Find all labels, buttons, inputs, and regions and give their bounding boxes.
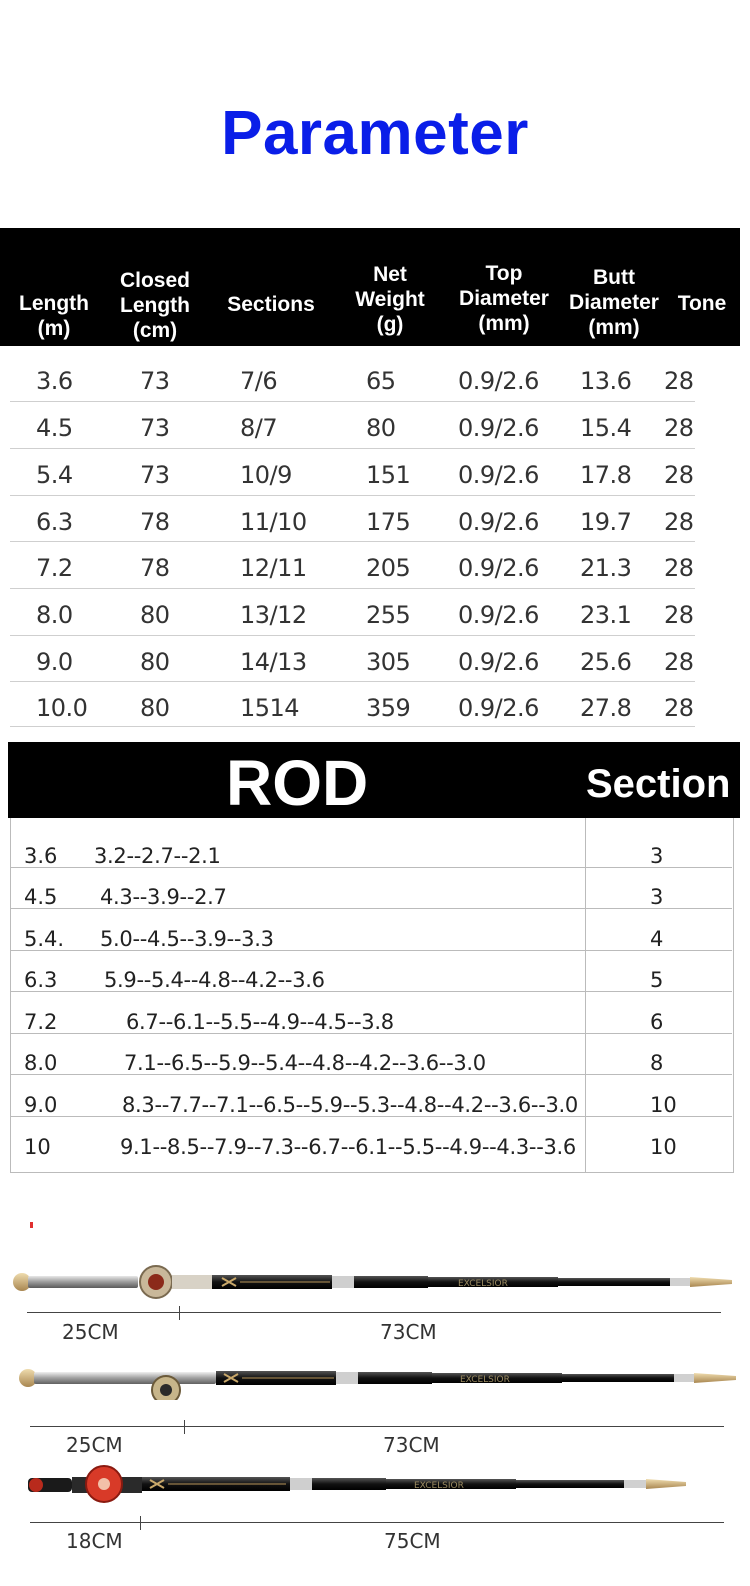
rod-section-lengths: 4.3--3.9--2.7 <box>100 885 227 909</box>
table-row <box>10 496 695 542</box>
table-row <box>10 402 695 449</box>
table-cell: 80 <box>140 694 170 722</box>
table-cell: 359 <box>366 694 411 722</box>
rod-section-lengths: 8.3--7.7--7.1--6.5--5.9--5.3--4.8--4.2--3.6--3.0 <box>122 1093 578 1117</box>
rod-illustration-3 <box>0 1464 750 1504</box>
rod-section-count: 10 <box>650 1093 677 1117</box>
table-cell: 8/7 <box>240 414 278 442</box>
measure-tick-1 <box>179 1306 180 1320</box>
table-cell: 15.4 <box>580 414 632 442</box>
header-butt-diameter: Butt Diameter (mm) <box>569 266 659 339</box>
table-cell: 175 <box>366 508 411 536</box>
rod-length: 9.0 <box>24 1093 58 1117</box>
table-cell: 0.9/2.6 <box>458 694 539 722</box>
table-cell: 1514 <box>240 694 300 722</box>
list-item <box>10 950 732 992</box>
list-item <box>10 1033 732 1075</box>
rod-illustration-2 <box>0 1360 750 1400</box>
table-cell: 12/11 <box>240 554 307 582</box>
table-cell: 9.0 <box>36 648 73 676</box>
table-cell: 78 <box>140 554 170 582</box>
rod-section-lengths: 6.7--6.1--5.5--4.9--4.5--3.8 <box>126 1010 394 1034</box>
rod-illustration-1 <box>0 1262 750 1302</box>
table-row <box>10 682 695 727</box>
table-cell: 0.9/2.6 <box>458 414 539 442</box>
rod-section-count: 10 <box>650 1135 677 1159</box>
measure-line-1 <box>27 1312 721 1313</box>
header-length: Length (m) <box>19 292 89 340</box>
table-cell: 7/6 <box>240 367 278 395</box>
table-cell: 73 <box>140 461 170 489</box>
table-cell: 73 <box>140 367 170 395</box>
table-cell: 65 <box>366 367 396 395</box>
table-cell: 4.5 <box>36 414 73 442</box>
table-cell: 0.9/2.6 <box>458 461 539 489</box>
parameter-table-header <box>0 228 740 346</box>
table-cell: 255 <box>366 601 411 629</box>
table-cell: 19.7 <box>580 508 632 536</box>
svg-text:EXCELSIOR: EXCELSIOR <box>460 1375 510 1385</box>
rod-table-header <box>8 742 740 818</box>
list-item <box>10 992 732 1034</box>
rod-length: 5.4. <box>24 927 65 951</box>
table-cell: 7.2 <box>36 554 73 582</box>
body-length-3: 75CM <box>384 1529 441 1553</box>
table-cell: 10.0 <box>36 694 88 722</box>
rod-section-lengths: 9.1--8.5--7.9--7.3--6.7--6.1--5.5--4.9--4.3--3.6 <box>120 1135 576 1159</box>
rod-length: 7.2 <box>24 1010 58 1034</box>
table-row <box>10 542 695 589</box>
header-net-weight: Net Weight (g) <box>355 263 425 336</box>
measure-tick-3 <box>140 1516 141 1530</box>
table-cell: 28 <box>664 554 694 582</box>
rod-section-count: 3 <box>650 885 664 909</box>
table-cell: 3.6 <box>36 367 73 395</box>
header-sections: Sections <box>227 293 315 316</box>
rod-section-lengths: 5.0--4.5--3.9--3.3 <box>100 927 274 951</box>
table-cell: 0.9/2.6 <box>458 601 539 629</box>
table-cell: 25.6 <box>580 648 632 676</box>
table-cell: 73 <box>140 414 170 442</box>
table-cell: 13.6 <box>580 367 632 395</box>
table-cell: 27.8 <box>580 694 632 722</box>
table-cell: 28 <box>664 601 694 629</box>
rod-section-count: 3 <box>650 844 664 868</box>
rod-length: 8.0 <box>24 1051 58 1075</box>
rod-section-count: 6 <box>650 1010 664 1034</box>
table-cell: 78 <box>140 508 170 536</box>
rod-section-count: 5 <box>650 968 664 992</box>
rod-section-lengths: 5.9--5.4--4.8--4.2--3.6 <box>104 968 325 992</box>
svg-text:EXCELSIOR: EXCELSIOR <box>414 1481 464 1491</box>
rod-length: 4.5 <box>24 885 58 909</box>
section-label: Section <box>586 762 731 806</box>
decorative-mark <box>30 1222 33 1228</box>
rod-title: ROD <box>226 747 369 819</box>
table-cell: 17.8 <box>580 461 632 489</box>
table-cell: 80 <box>140 601 170 629</box>
table-cell: 28 <box>664 414 694 442</box>
handle-length-3: 18CM <box>66 1529 123 1553</box>
list-item <box>10 826 732 868</box>
table-cell: 151 <box>366 461 411 489</box>
table-cell: 28 <box>664 648 694 676</box>
handle-length-1: 25CM <box>62 1320 119 1344</box>
table-cell: 205 <box>366 554 411 582</box>
table-cell: 28 <box>664 461 694 489</box>
table-cell: 21.3 <box>580 554 632 582</box>
table-cell: 13/12 <box>240 601 307 629</box>
table-cell: 23.1 <box>580 601 632 629</box>
table-cell: 28 <box>664 508 694 536</box>
rod-section-lengths: 3.2--2.7--2.1 <box>94 844 221 868</box>
measure-line-2 <box>30 1426 724 1427</box>
table-cell: 5.4 <box>36 461 73 489</box>
table-cell: 0.9/2.6 <box>458 554 539 582</box>
table-cell: 14/13 <box>240 648 307 676</box>
table-cell: 80 <box>366 414 396 442</box>
rod-section-count: 4 <box>650 927 664 951</box>
list-item <box>10 1117 732 1163</box>
table-row <box>10 589 695 636</box>
rod-length: 3.6 <box>24 844 58 868</box>
table-cell: 0.9/2.6 <box>458 508 539 536</box>
rod-length: 10 <box>24 1135 51 1159</box>
header-top-diameter: Top Diameter (mm) <box>459 262 549 335</box>
table-cell: 305 <box>366 648 411 676</box>
rod-length: 6.3 <box>24 968 58 992</box>
header-tone: Tone <box>677 292 727 315</box>
rod-section-count: 8 <box>650 1051 664 1075</box>
rod-section-lengths: 7.1--6.5--5.9--5.4--4.8--4.2--3.6--3.0 <box>124 1051 486 1075</box>
table-cell: 11/10 <box>240 508 307 536</box>
table-cell: 6.3 <box>36 508 73 536</box>
header-closed-length: Closed Length (cm) <box>119 269 190 342</box>
table-cell: 80 <box>140 648 170 676</box>
list-item <box>10 1075 732 1117</box>
body-length-2: 73CM <box>383 1433 440 1457</box>
table-cell: 28 <box>664 367 694 395</box>
page-title: Parameter <box>221 99 529 168</box>
measure-tick-2 <box>184 1420 185 1434</box>
measure-line-3 <box>30 1522 724 1523</box>
table-cell: 0.9/2.6 <box>458 367 539 395</box>
table-cell: 8.0 <box>36 601 73 629</box>
table-cell: 10/9 <box>240 461 292 489</box>
handle-length-2: 25CM <box>66 1433 123 1457</box>
table-row <box>10 355 695 402</box>
body-length-1: 73CM <box>380 1320 437 1344</box>
list-item <box>10 867 732 909</box>
table-row <box>10 449 695 496</box>
table-cell: 0.9/2.6 <box>458 648 539 676</box>
svg-text:EXCELSIOR: EXCELSIOR <box>458 1279 508 1289</box>
table-cell: 28 <box>664 694 694 722</box>
list-item <box>10 909 732 951</box>
table-row <box>10 636 695 682</box>
